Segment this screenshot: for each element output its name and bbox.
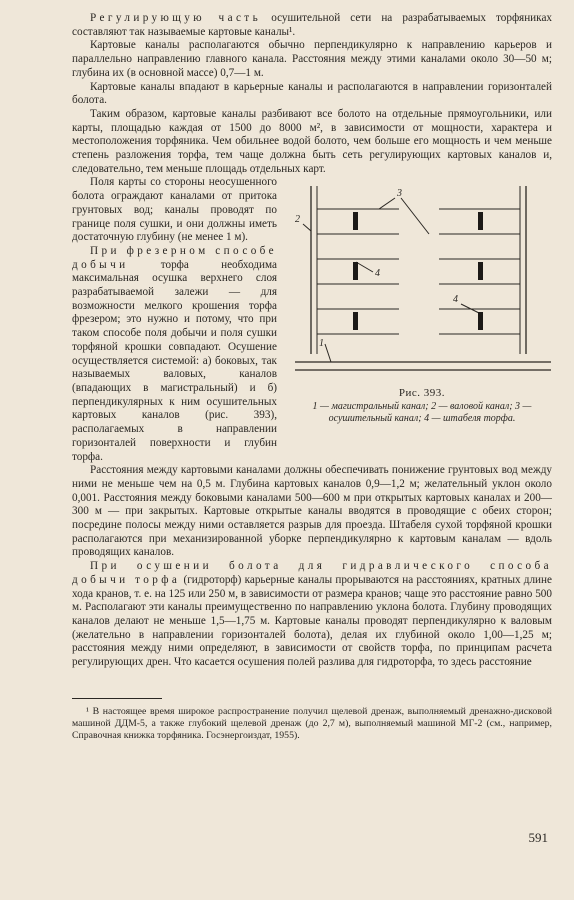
paragraph-text: торфа необходима максимальная осушка верхнего слоя разрабатываемой залежи — для возможности мелкого крошения торфа фрезером; это нужно и потому, что при таком способе поля добычи и поля сушки торфяной крошки совпадают. Осушение осуществляется системой: а) боковых, так называемых валовых, каналов (впадающих в магистральный) и б) перпендикулярных к ним осушительных картовых каналов (рис. 393), располагаемых в направлении горизонталей поверхности и глубин торфа. xyxy=(72,258,277,463)
leader-line xyxy=(303,224,311,231)
paragraph-2: Картовые каналы располагаются обычно перпендикулярно к направлению карьеров и параллельно направлению главного канала. Расстояния между этими каналами около 30—50 м; глубина их (в основной массе) 0,7—1 м. xyxy=(72,39,552,79)
drainage-diagram xyxy=(291,176,553,384)
label-1: 1 xyxy=(319,338,324,350)
wrap-text-column xyxy=(72,176,277,464)
figure-legend: 1 — магистральный канал; 2 — валовой канал; 3 — осушительный канал; 4 — штабеля торфа. xyxy=(312,401,532,425)
paragraph-5: Поля карты со стороны неосушенного болота ограждают каналами от притока грунтовых вод; каналы проводят по границе поля сушки, и они должны иметь достаточную глубину (не менее 1 м). xyxy=(72,176,277,244)
leader-line xyxy=(401,198,429,234)
paragraph-8 xyxy=(72,560,552,670)
leader-line xyxy=(325,344,331,362)
leader-line xyxy=(379,198,395,209)
figure-393 xyxy=(291,176,553,464)
spaced-lead: При осушении болота для гидравлического способа добычи торфа xyxy=(72,560,552,586)
paragraph-7: Расстояния между картовыми каналами должны обеспечивать понижение грунтовых вод между ними не меньше чем на 0,5 м. Глубина картовых каналов 0,9—1,2 м; желательный уклон около 0,001. Расстояния между боковыми каналами 500—600 м при открытых картовых каналах и 200—300 м — при закрытых. Картовые открытые каналы вводятся в проводящие с обеих сторон; посредине полосы между ними оставляется разрыв для проезда. Штабеля сухой торфяной крошки располагаются при механизированной уборке перпендикулярно к картовым каналам — вдоль проводящих каналов. xyxy=(72,464,552,559)
peat-stack xyxy=(478,312,483,330)
peat-stack xyxy=(478,262,483,280)
label-2: 2 xyxy=(295,214,300,226)
figure-caption xyxy=(291,387,553,425)
paragraph-text: (гидроторф) карьерные каналы прорываются на расстояниях, кратных длине хода кранов, т. е. на 125 или 250 м, в зависимости от размера кранов; чаще это расстояние равно 500 м. Располагают эти каналы преимущественно по направлению уклона болота. Глубину проводящих каналов делают не меньше 1,5—1,75 м. Картовые каналы проводят перпендикулярно к валовым (желательно в направлении горизонталей болота), делая их глубиной около 1,00—1,25 м; расстояния между ними определяют, в зависимости от свойств торфа, по принципам расчета регулирующих дрен. Что касается осушения полей разлива для гидроторфа, то здесь расстояние xyxy=(72,573,552,669)
peat-stack xyxy=(353,312,358,330)
spaced-lead: При фрезерном способе добычи xyxy=(72,244,277,271)
paragraph-text: осушительной сети на разрабатываемых торфяниках составляют так называемые картовые каналы¹. xyxy=(72,12,552,38)
label-4a: 4 xyxy=(375,268,380,280)
figure-title: Рис. 393. xyxy=(398,387,446,400)
paragraph-3: Картовые каналы впадают в карьерные каналы и располагаются в направлении горизонталей болота. xyxy=(72,80,552,107)
leader-line xyxy=(356,262,373,272)
peat-stack xyxy=(478,212,483,230)
paragraph-1 xyxy=(72,12,552,39)
paragraph-4: Таким образом, картовые каналы разбивают все болото на отдельные прямоугольники, или карты, площадью каждая от 1500 до 8000 м², в зависимости от мощности, характера и местоположения торфяника. Чем обильнее водой болото, чем больше его мощность и чем меньше степень разложения торфа, тем чаще должна быть сеть регулирующих картовых каналов и, следовательно, тем меньше площадь отдельных карт. xyxy=(72,107,552,175)
peat-stack xyxy=(353,212,358,230)
label-4b: 4 xyxy=(453,294,458,306)
footnote-rule xyxy=(72,698,162,699)
paragraph-6 xyxy=(72,245,277,464)
figure-wrap xyxy=(72,176,552,464)
page-number: 591 xyxy=(528,830,548,845)
spaced-lead: Регулирующую часть xyxy=(90,12,262,24)
peat-stack xyxy=(353,262,358,280)
label-3: 3 xyxy=(397,188,402,200)
footnote: ¹ В настоящее время широкое распространение получил щелевой дренаж, выполняемый дренажно-дисковой машиной ДДМ-5, а также глубокий щелевой дренаж (до 2,7 м), выполняемый машиной МГ-2 (см., например, Справочная книжка торфяника. Госэнергоиздат, 1955). xyxy=(72,705,552,741)
